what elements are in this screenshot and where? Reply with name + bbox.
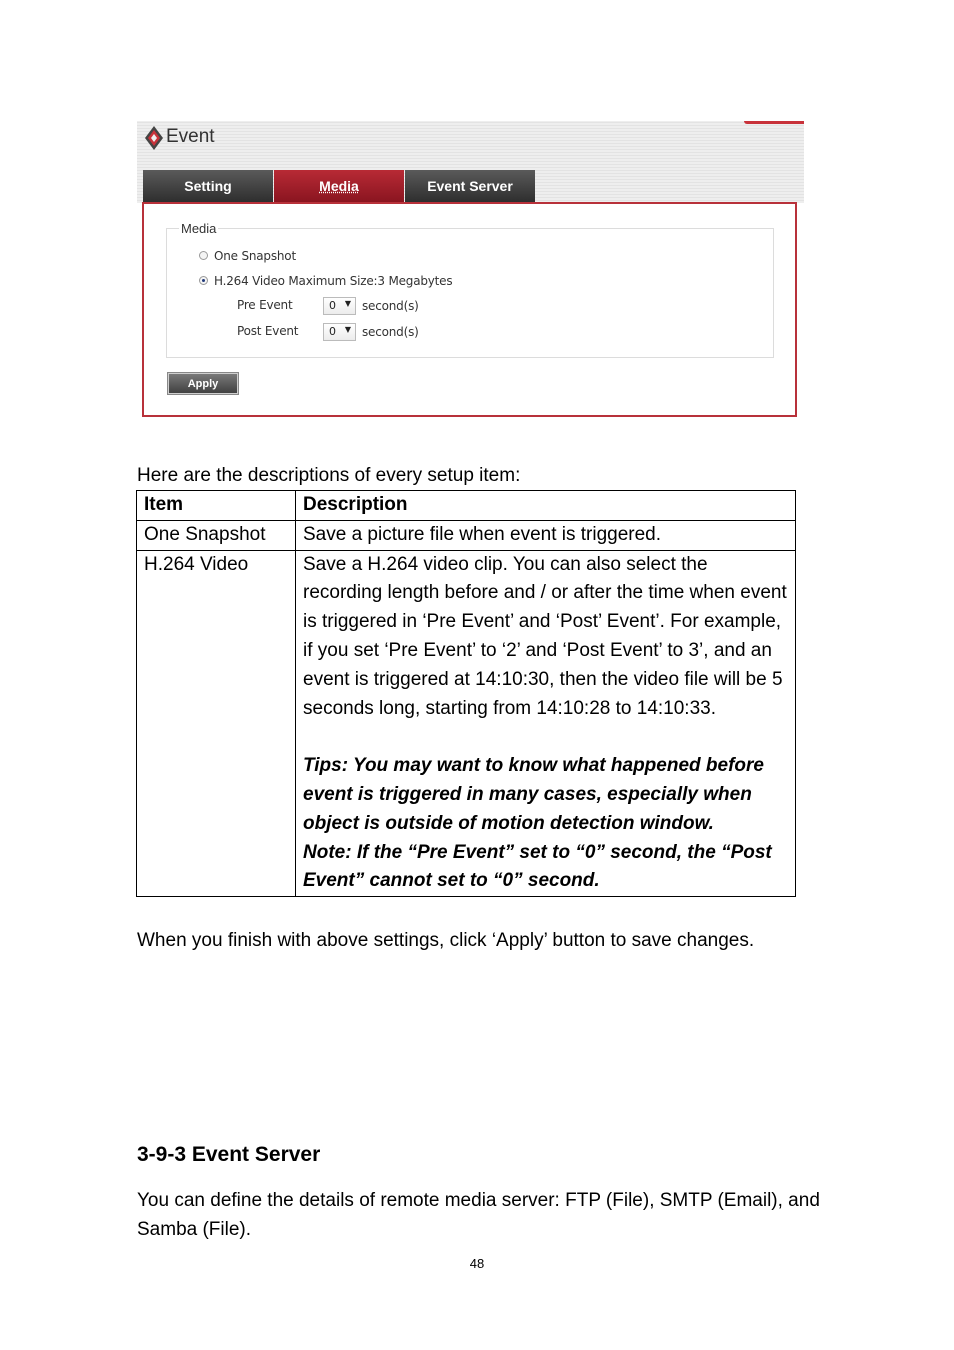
tab-media[interactable] bbox=[274, 170, 404, 202]
tab-label: Media bbox=[319, 178, 359, 194]
option-video[interactable] bbox=[199, 274, 452, 288]
table-row bbox=[137, 550, 796, 897]
pre-event-unit: second(s) bbox=[362, 299, 419, 313]
row-description: Save a picture file when event is triggered. bbox=[296, 520, 796, 550]
chevron-down-icon: ▼ bbox=[344, 325, 351, 334]
table-header-row bbox=[137, 491, 796, 521]
section-heading: 3-9-3 Event Server bbox=[137, 1143, 321, 1166]
pre-event-select[interactable] bbox=[323, 297, 356, 315]
note-text: Note: If the “Pre Event” set to “0” second, the “Post Event” cannot set to “0” second. bbox=[303, 841, 772, 892]
row-description-cell bbox=[296, 550, 796, 897]
row-description: Save a H.264 video clip. You can also select the recording length before and / or after the time when event is triggered in ‘Pre Event’ and ‘Post’ Event’. For example, if you set ‘Pre Event’ to ‘2’ and ‘Post Event’ to 3’, and an event is triggered at 14:10:30, then the video file will be 5 seconds long, starting from 14:10:28 to 14:10:33. bbox=[303, 553, 787, 719]
tab-setting[interactable] bbox=[143, 170, 273, 202]
tab-event-server[interactable] bbox=[405, 170, 535, 202]
event-media-screenshot bbox=[137, 121, 804, 418]
snapshot-radio[interactable] bbox=[199, 251, 208, 260]
event-header bbox=[137, 121, 804, 203]
header-item: Item bbox=[137, 491, 296, 521]
spacer bbox=[303, 723, 788, 752]
post-event-unit: second(s) bbox=[362, 325, 419, 339]
intro-text: Here are the descriptions of every setup item: bbox=[137, 465, 521, 486]
apply-button[interactable]: Apply bbox=[167, 372, 239, 395]
table-row bbox=[137, 520, 796, 550]
event-logo-icon bbox=[144, 125, 164, 151]
media-panel bbox=[142, 202, 797, 417]
post-event-value: 0 bbox=[329, 325, 336, 338]
row-item: One Snapshot bbox=[137, 520, 296, 550]
pre-event-value: 0 bbox=[329, 299, 336, 312]
snapshot-label: One Snapshot bbox=[214, 249, 296, 263]
tips-text: Tips: You may want to know what happened before event is triggered in many cases, especially when object is outside of motion detection window. bbox=[303, 755, 764, 834]
tab-label: Event Server bbox=[427, 178, 513, 194]
video-label: H.264 Video Maximum Size:3 Megabytes bbox=[214, 274, 453, 288]
media-fieldset bbox=[166, 221, 774, 358]
section-paragraph: You can define the details of remote media server: FTP (File), SMTP (Email), and Samba (File). bbox=[137, 1190, 820, 1240]
header-description: Description bbox=[296, 491, 796, 521]
option-snapshot[interactable] bbox=[199, 249, 296, 263]
app-title: Event bbox=[166, 126, 215, 147]
description-table bbox=[136, 490, 796, 897]
page-number: 48 bbox=[469, 1256, 485, 1271]
post-event-label: Post Event bbox=[237, 324, 299, 338]
tab-label: Setting bbox=[184, 178, 232, 194]
media-legend: Media bbox=[181, 221, 217, 236]
row-item: H.264 Video bbox=[137, 550, 296, 897]
chevron-down-icon: ▼ bbox=[344, 299, 351, 308]
video-radio[interactable] bbox=[199, 276, 208, 285]
pre-event-label: Pre Event bbox=[237, 298, 293, 312]
outro-text: When you finish with above settings, click ‘Apply’ button to save changes. bbox=[137, 930, 755, 951]
post-event-select[interactable] bbox=[323, 323, 356, 341]
